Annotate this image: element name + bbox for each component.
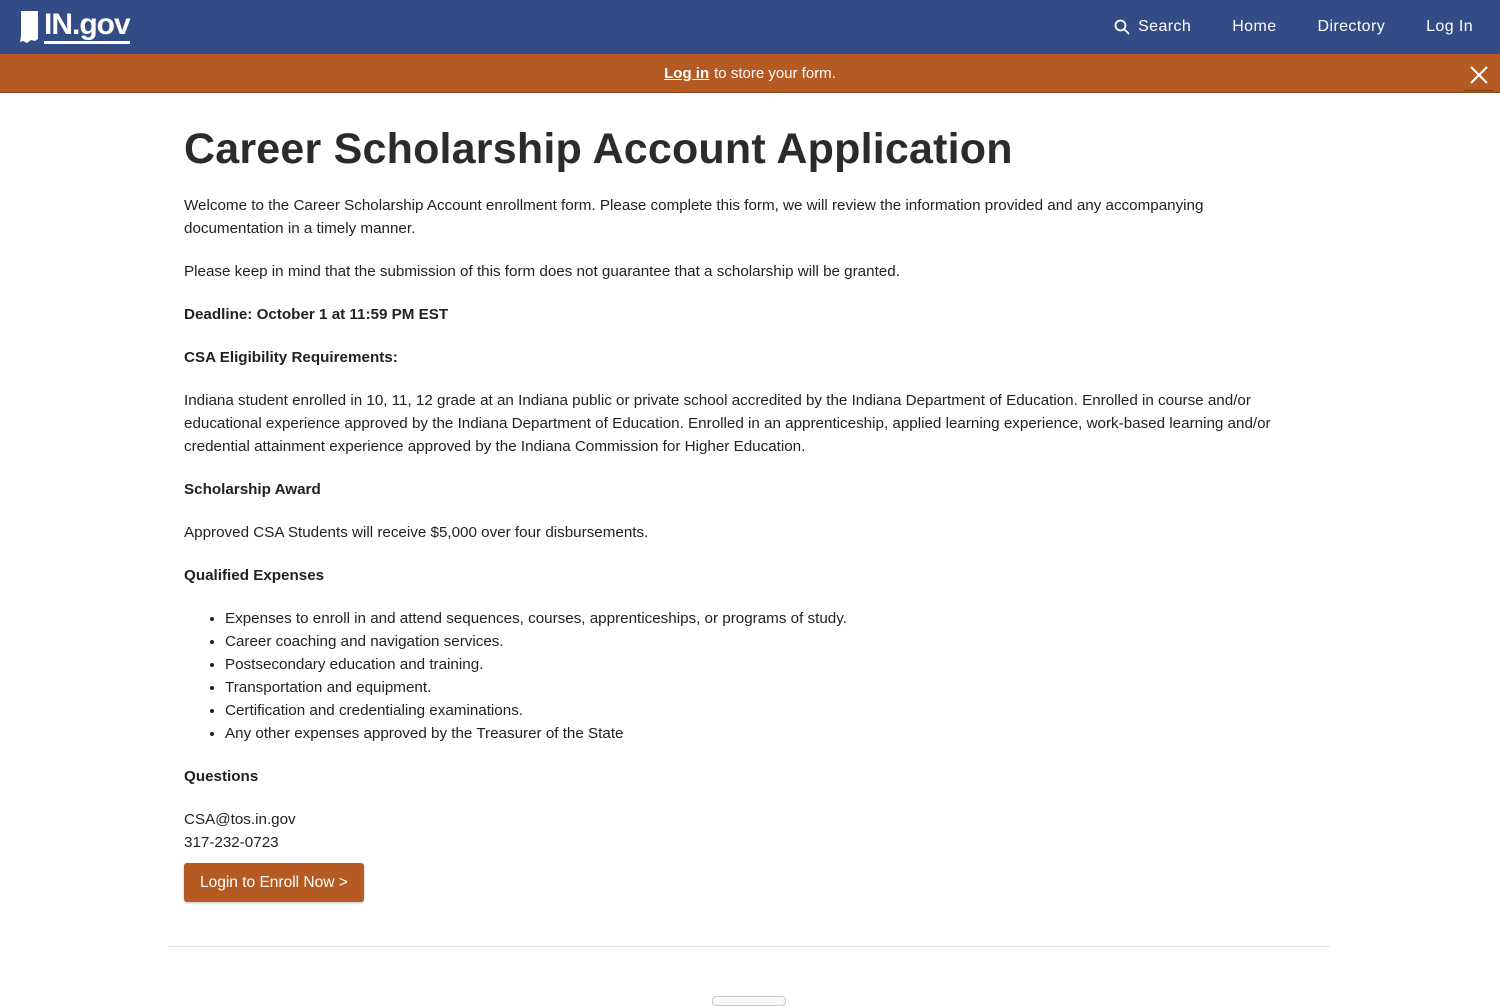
search-icon [1114, 19, 1130, 35]
list-item: • Certification and credentialing examinations. [225, 699, 1294, 722]
award-heading: Scholarship Award [184, 481, 321, 498]
notice-login-link[interactable]: Log in [664, 64, 710, 82]
expenses-list [184, 607, 1294, 745]
notice-text: to store your form. [714, 64, 836, 82]
disclaimer-text: Please keep in mind that the submission of this form does not guarantee that a scholarship will be granted. [184, 263, 900, 280]
deadline-text: Deadline: October 1 at 11:59 PM EST [184, 306, 449, 323]
page-title: Career Scholarship Account Application [184, 125, 1013, 173]
eligibility-text: Indiana student enrolled in 10, 11, 12 grade at an Indiana public or private school accredited by the Indiana Department of Education. Enrolled in course and/or educational experience approved by the Indiana Department of Education. Enrolled in an apprenticeship, applied learning experience, work-based learning and/or credential attainment experience approved by the Indiana Commission for Higher Education. [184, 392, 1271, 455]
intro-text: Welcome to the Career Scholarship Account enrollment form. Please complete this form, we will review the information provided and any accompanying documentation in a timely manner. [184, 197, 1204, 237]
award-text: Approved CSA Students will receive $5,000 over four disbursements. [184, 524, 649, 541]
login-to-enroll-button[interactable]: Login to Enroll Now > [184, 863, 364, 902]
questions-heading: Questions [184, 768, 259, 785]
list-item: • Postsecondary education and training. [225, 653, 1294, 676]
content-divider [168, 946, 1330, 947]
close-notice-button[interactable] [1464, 60, 1494, 91]
nav-home[interactable]: Home [1232, 18, 1277, 35]
footer-tab [712, 996, 786, 1006]
main-nav [1114, 0, 1500, 54]
contact-phone: 317-232-0723 [184, 834, 279, 851]
list-item: • Expenses to enroll in and attend sequences, courses, apprenticeships, or programs of study. [225, 607, 1294, 630]
eligibility-heading: CSA Eligibility Requirements: [184, 349, 398, 366]
nav-search-label: Search [1138, 18, 1192, 35]
top-navigation-bar [0, 0, 1500, 54]
login-notice-banner [0, 54, 1500, 93]
close-icon [1469, 65, 1489, 85]
in-gov-logo[interactable] [18, 9, 130, 45]
contact-email: CSA@tos.in.gov [184, 811, 296, 828]
nav-search[interactable] [1114, 18, 1191, 36]
form-content [184, 120, 1294, 902]
list-item: • Any other expenses approved by the Treasurer of the State [225, 722, 1294, 745]
logo-text: IN.gov [44, 10, 130, 44]
indiana-state-icon [18, 10, 42, 44]
expenses-heading: Qualified Expenses [184, 567, 325, 584]
nav-directory[interactable]: Directory [1317, 18, 1386, 35]
nav-login[interactable]: Log In [1426, 18, 1473, 35]
list-item: • Career coaching and navigation services. [225, 630, 1294, 653]
list-item: • Transportation and equipment. [225, 676, 1294, 699]
